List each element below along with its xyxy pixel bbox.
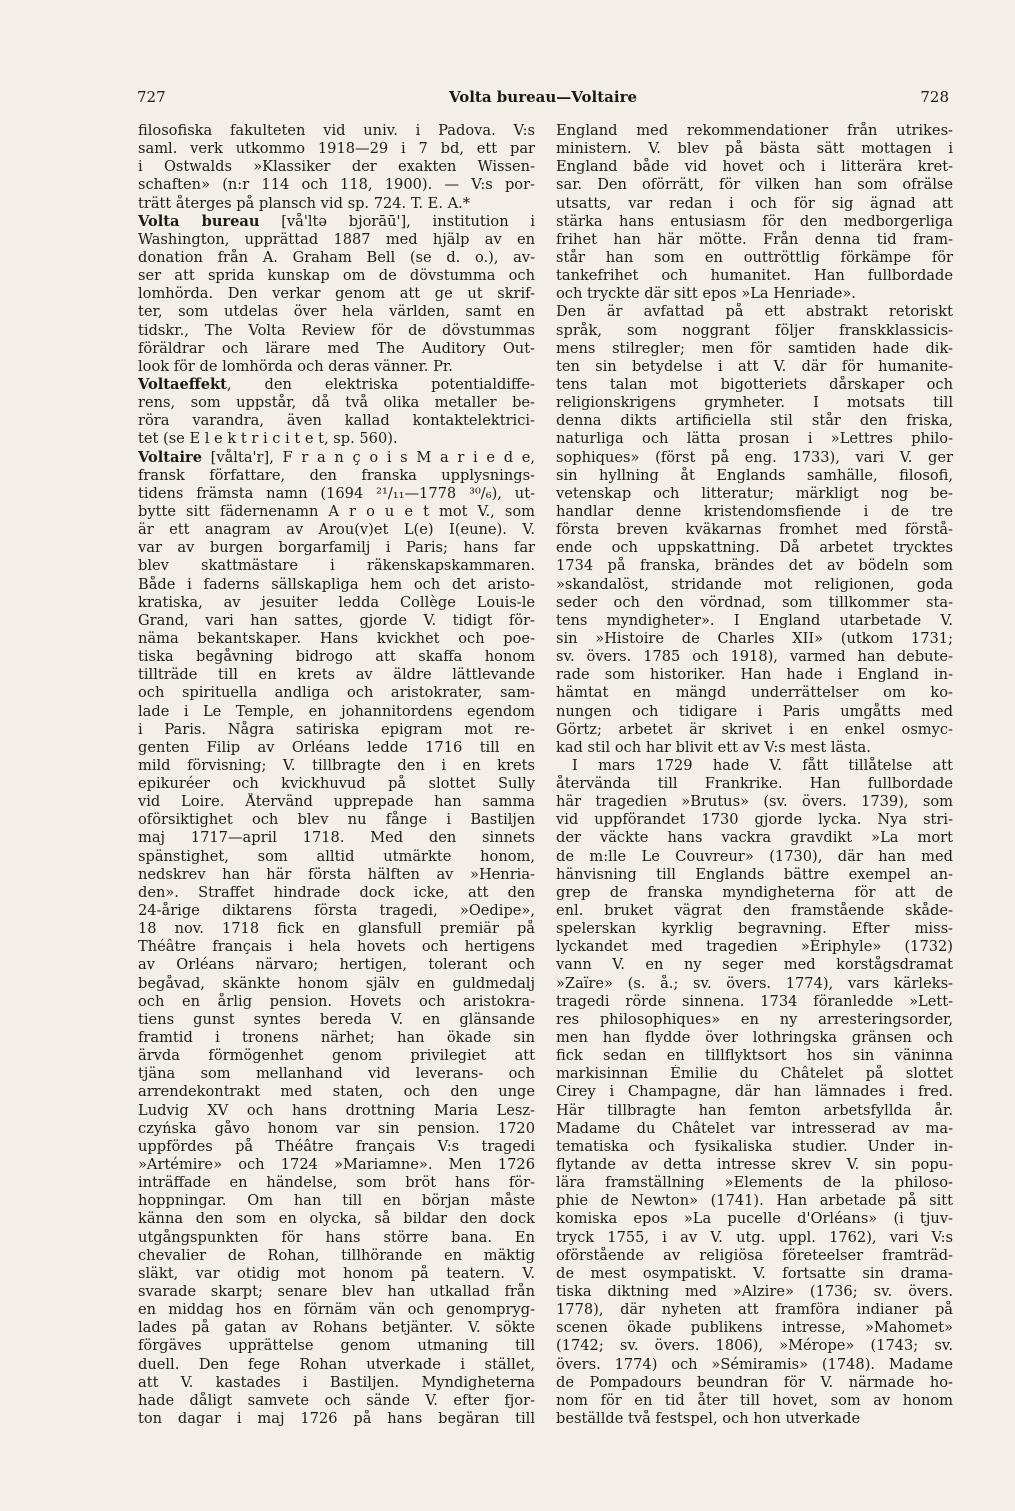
right-column-line: tiska diktning med »Alzire» (1736; sv. övers. (556, 1283, 953, 1300)
right-column-line: tryck 1755, i av V. utg. uppl. 1762), vari V:s (556, 1228, 953, 1246)
left-column-line: Washington, upprättad 1887 med hjälp av en (138, 230, 535, 248)
right-column-line: rade som historiker. Han hade i England in- (556, 666, 953, 684)
right-column-line: oförstående av religiösa företeelser framträd- (556, 1246, 953, 1264)
left-column-line: att V. kastades i Bastiljen. Myndigheterna (138, 1373, 535, 1391)
right-column-line: återvända till Frankrike. Han fullbordade (556, 775, 953, 793)
right-column-line: naturliga och lätta prosan i »Lettres philo- (556, 430, 953, 448)
right-column-line: lyckandet med tragedien »Ériphyle» (1732) (556, 938, 953, 956)
right-column-line: och tryckte där sitt epos »La Henriade». (556, 285, 856, 303)
right-column-line: ten sin betydelse i att V. där för humanite- (556, 357, 953, 375)
left-column-line: duell. Den fege Rohan utverkade i stället, (138, 1355, 535, 1373)
right-column-line: sin »Histoire de Charles XII» (utkom 1731; (556, 629, 953, 647)
left-column-line: filosofiska fakulteten vid univ. i Padova. V:s (138, 122, 535, 139)
left-column-line: lade i Le Temple, en johannitordens egendom (138, 702, 535, 720)
left-column-line: oförsiktighet och blev nu fånge i Bastiljen (138, 811, 535, 829)
right-column-line: vann V. en ny seger med korstågsdramat (556, 956, 953, 974)
left-column-line: kratiska, av jesuiter ledda Collège Louis-le (138, 593, 535, 611)
left-column-line: framtid i tronens närhet; han ökade sin (138, 1029, 535, 1047)
left-column-line: 18 nov. 1718 fick en glansfull premiär på (138, 920, 535, 938)
left-column-line: var av burgen borgarfamilj i Paris; hans far (138, 539, 535, 557)
right-column-line: grep de franska myndigheterna för att de (556, 883, 953, 901)
left-column-line: släkt, var otidig mot honom på teatern. V. (138, 1264, 535, 1282)
left-column-line: tidens främsta namn (1694 ²¹/₁₁—1778 ³⁰/₆), ut- (138, 484, 535, 502)
right-column-line: språk, som noggrant följer franskklassicis- (556, 321, 953, 339)
right-column-line: fick sedan en tillflyktsort hos sin väninna (556, 1047, 953, 1065)
right-column-line: sin hyllning åt Englands samhälle, filosofi, (556, 466, 953, 484)
left-column-line: Voltaire [vålta'r], F r a n ç o i s M a r i e d e, (138, 448, 535, 466)
right-column-line: frihet han här mötte. Från denna tid fram- (556, 230, 953, 248)
right-column-line: markisinnan Émilie du Châtelet på slottet (556, 1065, 953, 1083)
left-column-line: saml. verk utkommo 1918—29 i 7 bd, ett par (138, 140, 535, 158)
page-number-left: 727 (137, 88, 166, 106)
left-column-line: chevalier de Rohan, tillhörande en mäktig (138, 1246, 535, 1264)
left-column-line: av Orléans närvaro; hertigen, tolerant och (138, 956, 535, 974)
right-column-line: ministern. V. blev på bästa sätt mottagen i (556, 140, 953, 158)
right-column-line: här tragedien »Brutus» (sv. övers. 1739), som (556, 793, 953, 811)
left-column-line: spänstighet, som alltid utmärkte honom, (138, 847, 535, 865)
left-column-line: Både i faderns sällskapliga hem och det aristo- (138, 575, 535, 593)
right-column-line: sophiques» (först på eng. 1733), vari V. ger (556, 448, 953, 466)
right-column-line: Madame du Châtelet var intresserad av ma- (556, 1119, 953, 1137)
right-column-line: tematiska och fysikaliska studier. Under in- (556, 1137, 953, 1155)
left-column-line: bytte sitt fädernenamn A r o u e t mot V., som (138, 502, 535, 520)
right-column-line: mens stilregler; men för samtiden hade dik- (556, 339, 953, 357)
left-column-line: mild förvisning; V. tillbragte den i en krets (138, 756, 535, 774)
right-column-line: sar. Den oförrätt, för vilken han som ofrälse (556, 176, 953, 194)
left-column-line: uppfördes på Théâtre français V:s tragedi (138, 1137, 535, 1155)
right-column-line: lära framställning »Elements de la philoso- (556, 1174, 953, 1192)
left-column-line: Grand, vari han sattes, gjorde V. tidigt för- (138, 611, 535, 629)
left-column-line: tet (se E l e k t r i c i t e t, sp. 560). (138, 430, 398, 448)
right-column-line: utsatts, var redan i och för sig ägnad att (556, 194, 953, 212)
right-column-line: religionskrigens grymheter. I motsats till (556, 394, 953, 412)
left-column-line: nedskrev han här första hälften av »Henria- (138, 865, 535, 883)
left-column-line: näma bekantskaper. Hans kvickhet och poe- (138, 629, 535, 647)
right-column-line: flytande av detta intresse skrev V. sin popu- (556, 1156, 953, 1174)
right-column-line: beställde två festspel, och hon utverkade (556, 1409, 861, 1427)
page-number-right: 728 (920, 88, 949, 106)
left-column-line: känna den som en olycka, så bildar den dock (138, 1210, 535, 1228)
left-column-line: look för de lomhörda och deras vänner. Pr. (138, 357, 453, 375)
right-column-line: Cirey i Champagne, där han lämnades i fred. (556, 1083, 953, 1101)
right-column-line: handlar denne kristendomsfiende i de tre (556, 502, 953, 520)
right-column-line: tragedi rörde sinnena. 1734 föranledde »Lett- (556, 992, 953, 1010)
left-column-line: Volta bureau [vå'ltə bjorāū'], institution i (138, 212, 535, 230)
right-column-line: hämtat en mängd underrättelser om ko- (556, 684, 953, 702)
right-column-line: 1778), där nyheten att framföra indianer på (556, 1301, 953, 1319)
right-column-line: komiska epos »La pucelle d'Orléans» (i tjuv- (556, 1210, 953, 1228)
left-column-line: begåvad, skänkte honom själv en guldmedalj (138, 974, 535, 992)
right-column-line: nungen och tidigare i Paris umgåtts med (556, 702, 953, 720)
left-column-line: tillträde till en krets av äldre lättlevande (138, 666, 535, 684)
right-column-line: der väckte hans vackra gravdikt »La mort (556, 829, 953, 847)
right-column-line: England med rekommendationer från utrikes- (556, 122, 953, 139)
left-column-line: hade dåligt samvete och sände V. efter fjor- (138, 1391, 535, 1409)
right-column-line: nom för en tid åter till hovet, som av honom (556, 1391, 953, 1409)
left-column-line: ärvda förmögenhet genom privilegiet att (138, 1047, 535, 1065)
left-column-line: maj 1717—april 1718. Med den sinnets (138, 829, 535, 847)
right-column-line: Den är avfattad på ett abstrakt retoriskt (556, 303, 953, 321)
left-column-line: genten Filip av Orléans ledde 1716 till en (138, 738, 535, 756)
left-column-line: Ludvig XV och hans drottning Maria Lesz- (138, 1101, 535, 1119)
right-column-line: tankefrihet och humanitet. Han fullbordade (556, 267, 953, 285)
right-column-line: tens talan mot bigotteriets dårskaper och (556, 375, 953, 393)
left-column-line: förgäves upprättelse genom utmaning till (138, 1337, 535, 1355)
left-column-line: Voltaeffekt, den elektriska potentialdiffe- (138, 375, 535, 393)
right-column-line: övers. 1774) och »Sémiramis» (1748). Madame (556, 1355, 953, 1373)
left-column-line: i Paris. Några satiriska epigram mot re- (138, 720, 535, 738)
right-column-line: men han flydde över lothringska gränsen och (556, 1029, 953, 1047)
left-column-line: 24-årige diktarens första tragedi, »Oedipe», (138, 902, 535, 920)
left-column-line: hoppningar. Om han till en början måste (138, 1192, 535, 1210)
left-column-line: fransk författare, den franska upplysnings- (138, 466, 535, 484)
left-column-line: schaften» (n:r 114 och 118, 1900). — V:s por- (138, 176, 535, 194)
left-column (138, 122, 535, 1428)
left-column-line: föräldrar och lärare med The Auditory Out- (138, 339, 535, 357)
right-column-line: scenen ökade publikens intresse, »Mahomet» (556, 1319, 953, 1337)
right-column-line: I mars 1729 hade V. fått tillåtelse att (572, 756, 953, 774)
right-column-line: kad stil och har blivit ett av V:s mest lästa. (556, 738, 871, 756)
left-column-line: den». Straffet hindrade dock icke, att den (138, 883, 535, 901)
right-column-line: enl. bruket vägrat den framstående skåde- (556, 902, 953, 920)
left-column-line: och spirituella andliga och aristokrater, sam- (138, 684, 535, 702)
right-column-line: »skandalöst, stridande mot religionen, goda (556, 575, 953, 593)
left-column-line: tjäna som mellanhand vid leverans- och (138, 1065, 535, 1083)
left-column-line: är ett anagram av Arou(v)et L(e) I(eune). V. (138, 521, 535, 539)
right-column-line: Här tillbragte han femton arbetsfyllda år. (556, 1101, 953, 1119)
running-title: Volta bureau—Voltaire (448, 88, 638, 106)
left-column-line: ser att sprida kunskap om de dövstumma och (138, 267, 535, 285)
left-column-line: blev skattmästare i räkenskapskammaren. (138, 557, 535, 575)
left-column-line: rens, som uppstår, då två olika metaller be- (138, 394, 535, 412)
right-column-line: phie de Newton» (1741). Han arbetade på sitt (556, 1192, 953, 1210)
right-column-line: 1734 på franska, brändes det av bödeln som (556, 557, 953, 575)
left-column-line: en middag hos en förnäm vän och genompryg- (138, 1301, 535, 1319)
left-column-line: tiska begåvning bidrogo att skaffa honom (138, 648, 535, 666)
left-column-line: röra varandra, även kallad kontaktelektrici- (138, 412, 535, 430)
left-column-line: tiens gunst syntes bereda V. en glänsande (138, 1010, 535, 1028)
right-column-line: res philosophiques» en ny arresteringsorder, (556, 1010, 953, 1028)
left-column-line: och en årlig pension. Hovets och aristokra- (138, 992, 535, 1010)
right-column-line: stärka hans entusiasm för den medborgerliga (556, 212, 953, 230)
left-column-line: donation från A. Graham Bell (se d. o.), av- (138, 248, 535, 266)
left-column-line: vid Loire. Återvänd upprepade han samma (138, 793, 535, 811)
right-column-line: hänvisning till Englands bättre exempel an- (556, 865, 953, 883)
right-column-line: de Pompadours beundran för V. närmade ho- (556, 1373, 953, 1391)
right-column (556, 122, 953, 1428)
right-column-line: de m:lle Le Couvreur» (1730), där han med (556, 847, 953, 865)
right-column-line: spelerskan kyrklig begravning. Efter miss- (556, 920, 953, 938)
right-column-line: (1742; sv. övers. 1806), »Mérope» (1743; sv. (556, 1337, 953, 1355)
left-column-line: ton dagar i maj 1726 på hans begäran till (138, 1409, 535, 1427)
left-column-line: »Artémire» och 1724 »Mariamne». Men 1726 (138, 1156, 535, 1174)
right-column-line: England både vid hovet och i litterära kret- (556, 158, 953, 176)
right-column-line: första breven kväkarnas fromhet med förstå- (556, 521, 953, 539)
right-column-line: Görtz; arbetet är skrivet i en enkel osmyc- (556, 720, 953, 738)
left-column-line: i Ostwalds »Klassiker der exakten Wissen- (138, 158, 535, 176)
right-column-line: står han som en outtröttlig förkämpe för (556, 248, 953, 266)
right-column-line: de mest osympatiskt. V. fortsatte sin drama- (556, 1264, 953, 1282)
left-column-line: trätt återges på plansch vid sp. 724. T. E. A.* (138, 194, 471, 212)
left-column-line: epikuréer och kvickhuvud på slottet Sully (138, 775, 535, 793)
right-column-line: ende och uppskattning. Då arbetet trycktes (556, 539, 953, 557)
right-column-line: sv. övers. 1785 och 1918), varmed han debute- (556, 648, 953, 666)
left-column-line: lomhörda. Den verkar genom att ge ut skrif- (138, 285, 535, 303)
left-column-line: czyńska gåvo honom var sin pension. 1720 (138, 1119, 535, 1137)
right-column-line: tens myndigheter». I England utarbetade V. (556, 611, 953, 629)
right-column-line: »Zaïre» (s. å.; sv. övers. 1774), vars kärleks- (556, 974, 953, 992)
right-column-line: seder och den vördnad, som tillkommer sta- (556, 593, 953, 611)
left-column-line: tidskr., The Volta Review för de dövstummas (138, 321, 535, 339)
left-column-line: ter, som utdelas över hela världen, samt en (138, 303, 535, 321)
left-column-line: svarade skarpt; senare blev han utkallad från (138, 1283, 535, 1300)
left-column-line: Théâtre français i hela hovets och hertigens (138, 938, 535, 956)
left-column-line: utgångspunkten för hans större bana. En (138, 1228, 535, 1246)
left-column-line: inträffade en händelse, som bröt hans för- (138, 1174, 535, 1192)
page-header (137, 88, 949, 114)
left-column-line: arrendekontrakt med staten, och den unge (138, 1083, 535, 1101)
right-column-line: vid uppförandet 1730 gjorde lycka. Nya stri- (556, 811, 953, 829)
left-column-line: lades på gatan av Rohans betjänter. V. sökte (138, 1319, 535, 1337)
right-column-line: vetenskap och litteratur; märkligt nog be- (556, 484, 953, 502)
right-column-line: denna dikts artificiella stil står den friska, (556, 412, 953, 430)
